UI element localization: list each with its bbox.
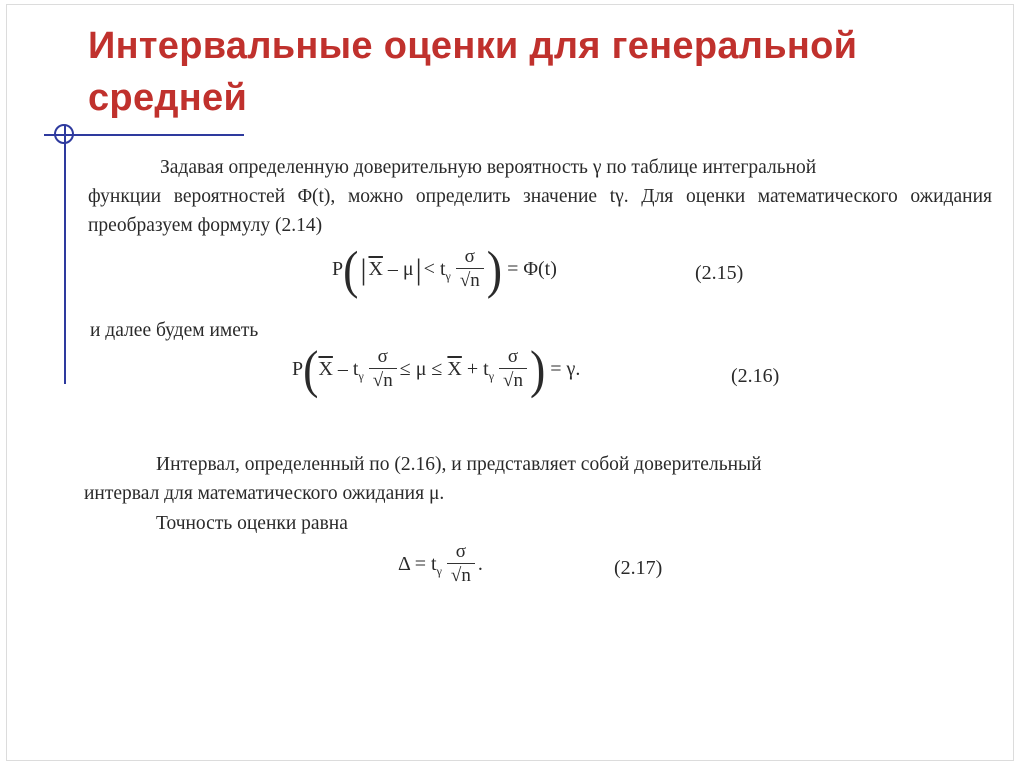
decorative-horizontal-line [44, 134, 244, 136]
sigma-over-sqrt-n [447, 541, 475, 588]
sigma-over-sqrt-n [456, 246, 484, 293]
delta-equals-t: Δ = t [398, 553, 437, 575]
sigma-over-sqrt-n [369, 346, 397, 393]
formula-p: P [292, 358, 304, 380]
paragraph-transition: и далее будем иметь [90, 320, 259, 341]
x-bar: $\overline{X}$ [318, 358, 333, 380]
abs-bar-right: | [415, 252, 422, 286]
sigma: σ [455, 541, 466, 562]
less-than: < [423, 258, 435, 280]
gamma-subscript: γ [358, 369, 364, 383]
abs-bar-left: | [360, 252, 367, 286]
equation-number-2-15: (2.15) [695, 262, 744, 284]
t-symbol: t [439, 258, 446, 280]
minus-mu: – μ [387, 258, 414, 280]
right-paren: ) [486, 239, 503, 299]
sqrt-n: √n [369, 368, 397, 393]
formula-2-15 [332, 239, 557, 299]
formula-2-17 [398, 541, 483, 588]
decorative-crosshair-circle [54, 124, 74, 144]
paragraph-interval [84, 450, 988, 508]
paragraph-intro-line1: Задавая определенную доверительную вероятность γ по таблице интегральной [160, 157, 817, 178]
period: . [477, 553, 483, 575]
equation-number-2-16: (2.16) [731, 365, 780, 387]
gamma-subscript: γ [445, 269, 451, 283]
paragraph-intro-rest: функции вероятностей Φ(t), можно определить значение tγ. Для оценки математического ожидания преобразуем формулу (2.14) [88, 186, 992, 236]
sqrt-n: √n [447, 563, 475, 588]
le-mu-le: ≤ μ ≤ [399, 358, 443, 380]
formula-2-16 [292, 339, 581, 399]
equals-phi-t: = Φ(t) [507, 258, 557, 280]
sqrt-n: √n [499, 368, 527, 393]
sigma: σ [507, 346, 519, 367]
paragraph-intro [88, 153, 992, 240]
left-paren: ( [303, 339, 319, 399]
equals-gamma: = γ. [550, 358, 581, 380]
x-bar: $\overline{X}$ [447, 358, 462, 380]
sigma: σ [377, 346, 388, 367]
equation-number-2-17: (2.17) [614, 557, 663, 579]
plus-t: + t [466, 358, 489, 380]
minus-t: – t [337, 358, 359, 380]
sqrt-n: √n [456, 268, 484, 293]
sigma: σ [464, 246, 475, 267]
decorative-vertical-line [64, 126, 66, 384]
slide-title: Интервальные оценки для генеральной средней [88, 25, 858, 119]
formula-p: P [332, 258, 344, 280]
left-paren: ( [343, 239, 359, 299]
paragraph-precision: Точность оценки равна [156, 513, 348, 534]
gamma-subscript: γ [488, 369, 495, 383]
sigma-over-sqrt-n [499, 346, 527, 393]
paragraph-interval-line1: Интервал, определенный по (2.16), и представляет собой доверительный [156, 454, 762, 475]
gamma-subscript: γ [436, 564, 442, 578]
paragraph-interval-rest: интервал для математического ожидания μ. [84, 483, 445, 504]
right-paren: ) [529, 339, 546, 399]
x-bar: $\overline{X}$ [368, 258, 383, 280]
